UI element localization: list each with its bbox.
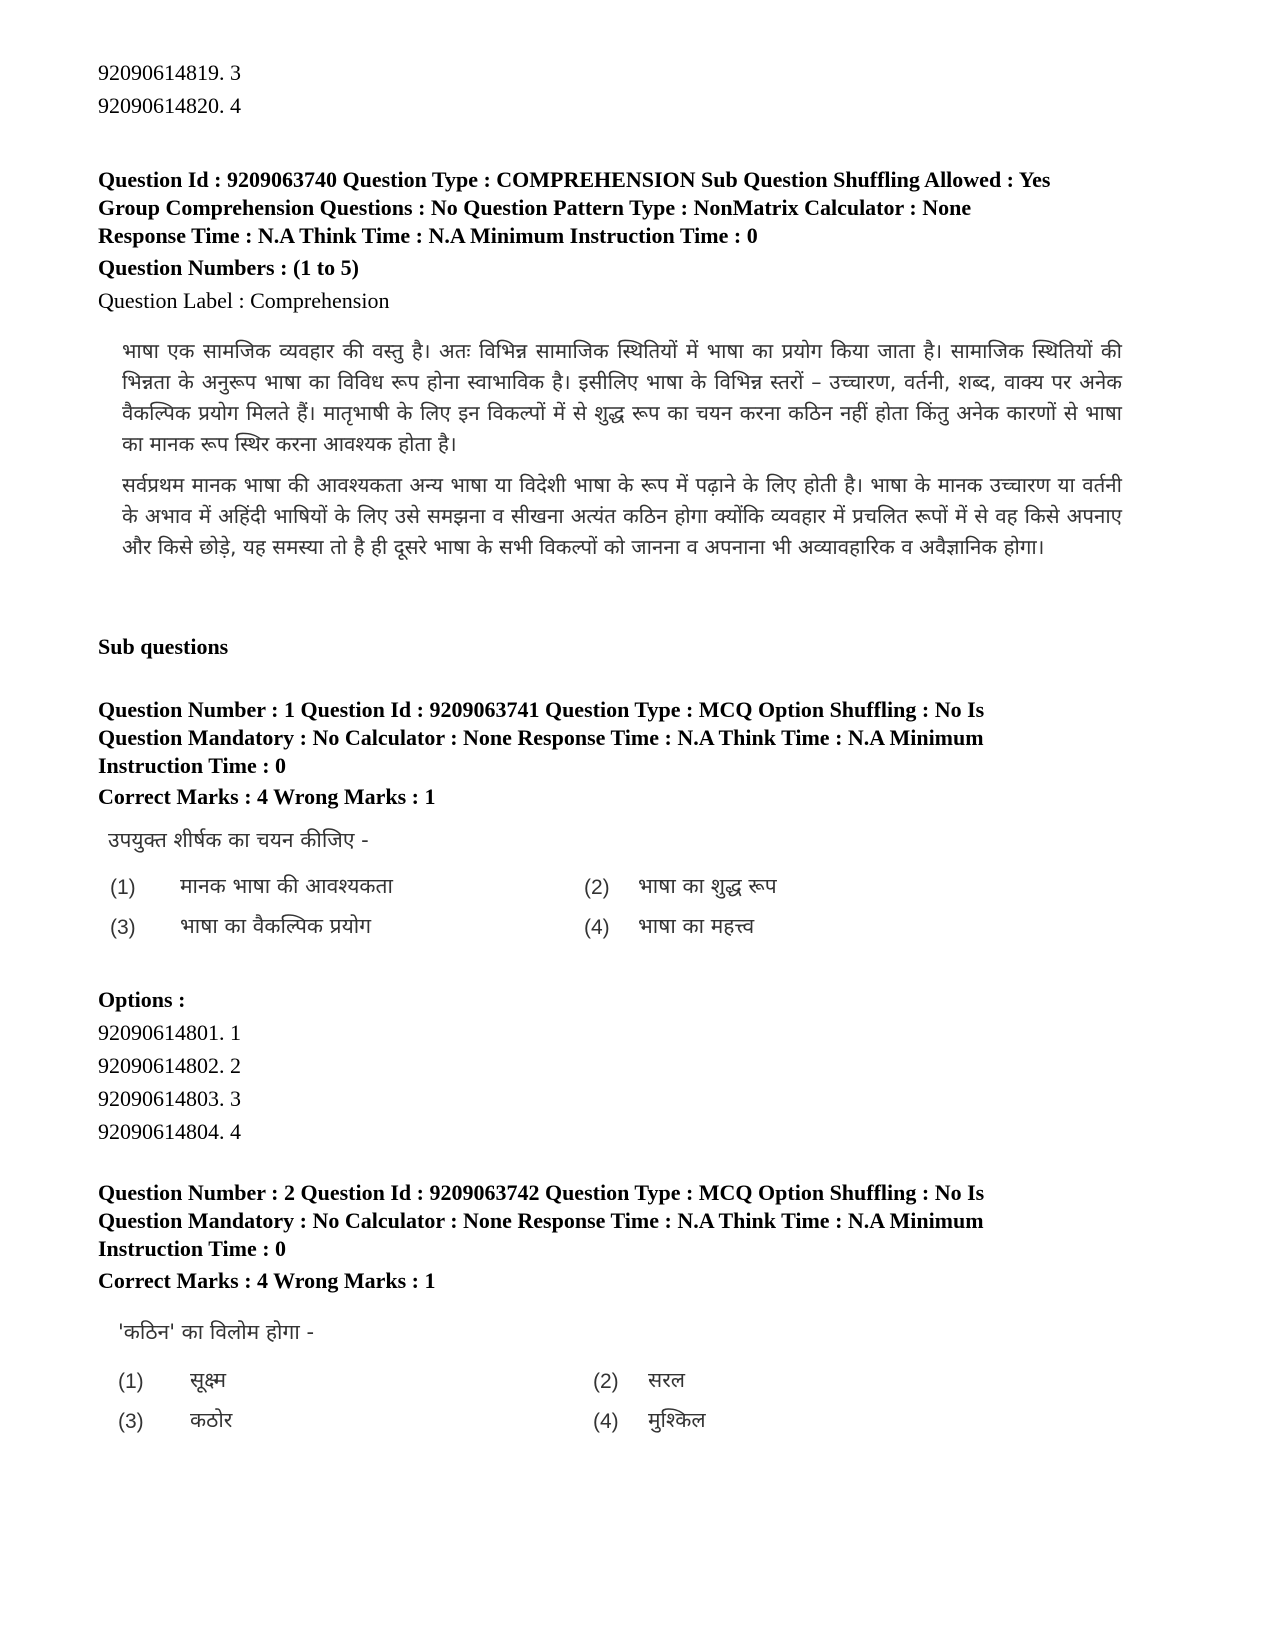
meta-line: Instruction Time : 0	[98, 753, 287, 778]
question-label: Question Label : Comprehension	[98, 288, 390, 313]
q2-choice-2-text: सरल	[648, 1368, 686, 1392]
option-line: 92090614803. 3	[98, 1086, 241, 1111]
meta-line: Response Time : N.A Think Time : N.A Minimum Instruction Time : 0	[98, 223, 758, 248]
option-line: 92090614819. 3	[98, 60, 241, 85]
q2-marks: Correct Marks : 4 Wrong Marks : 1	[98, 1268, 436, 1293]
q1-choice-2-text: भाषा का शुद्ध रूप	[638, 874, 777, 898]
meta-line: Question Number : 1 Question Id : 9209063741 Question Type : MCQ Option Shuffling : No Is	[98, 697, 985, 722]
question-numbers: Question Numbers : (1 to 5)	[98, 255, 359, 280]
q1-question-text: उपयुक्त शीर्षक का चयन कीजिए -	[108, 828, 369, 852]
sub-questions-heading: Sub questions	[98, 634, 229, 659]
q1-options	[98, 1016, 1208, 1148]
q1-choice-3-text: भाषा का वैकल्पिक प्रयोग	[180, 914, 372, 938]
q2-choice-1-number: (1)	[118, 1370, 144, 1393]
option-line: 92090614802. 2	[98, 1053, 241, 1078]
q2-choice-3-number: (3)	[118, 1410, 144, 1433]
q2-choice-3-text: कठोर	[190, 1408, 233, 1432]
option-line: 92090614801. 1	[98, 1020, 241, 1045]
meta-line: Question Number : 2 Question Id : 9209063742 Question Type : MCQ Option Shuffling : No Is	[98, 1180, 985, 1205]
q2-question-text: 'कठिन' का विलोम होगा -	[118, 1320, 315, 1344]
q1-choice-3-number: (3)	[110, 916, 136, 939]
meta-line: Question Mandatory : No Calculator : None Response Time : N.A Think Time : N.A Minimum	[98, 1208, 984, 1233]
q2-choice-4-number: (4)	[593, 1410, 619, 1433]
meta-line: Question Mandatory : No Calculator : None Response Time : N.A Think Time : N.A Minimum	[98, 725, 984, 750]
q1-marks: Correct Marks : 4 Wrong Marks : 1	[98, 784, 436, 809]
option-line: 92090614820. 4	[98, 93, 241, 118]
q1-choice-1-text: मानक भाषा की आवश्यकता	[180, 874, 393, 898]
q1-options-heading: Options :	[98, 987, 186, 1012]
option-line: 92090614804. 4	[98, 1119, 241, 1144]
q1-choice-2-number: (2)	[584, 876, 610, 899]
passage-paragraph-1: भाषा एक सामजिक व्यवहार की वस्तु है। अतः विभिन्न सामाजिक स्थितियों में भाषा का प्रयोग किया जाता है। सामाजिक स्थितियों की भिन्नता के अनुरूप भाषा का विविध रूप होना स्वाभाविक है। इसीलिए भाषा के विभिन्न स्तरों – उच्चारण, वर्तनी, शब्द, वाक्य पर अनेक वैकल्पिक प्रयोग मिलते हैं। मातृभाषी के लिए इन विकल्पों में से शुद्ध रूप का चयन करना कठिन नहीं होता किंतु अनेक कारणों से भाषा का मानक रूप स्थिर करना आवश्यक होता है।	[122, 339, 1122, 456]
q1-choice-1-number: (1)	[110, 876, 136, 899]
passage	[122, 336, 1122, 563]
q1-choice-4-number: (4)	[584, 916, 610, 939]
comprehension-meta	[98, 166, 1208, 250]
meta-line: Question Id : 9209063740 Question Type : COMPREHENSION Sub Question Shuffling Allowed : Yes	[98, 167, 1051, 192]
q2-choice-2-number: (2)	[593, 1370, 619, 1393]
q2-choice-4-text: मुश्किल	[648, 1408, 706, 1432]
q1-choice-4-text: भाषा का महत्त्व	[638, 914, 755, 938]
q1-meta	[98, 696, 1208, 780]
meta-line: Group Comprehension Questions : No Question Pattern Type : NonMatrix Calculator : None	[98, 195, 972, 220]
top-options	[98, 56, 1208, 122]
meta-line: Instruction Time : 0	[98, 1236, 287, 1261]
q2-choice-1-text: सूक्ष्म	[190, 1368, 227, 1392]
q2-meta	[98, 1179, 1208, 1263]
passage-paragraph-2: सर्वप्रथम मानक भाषा की आवश्यकता अन्य भाषा या विदेशी भाषा के रूप में पढ़ाने के लिए होती है। भाषा के मानक उच्चारण या वर्तनी के अभाव में अहिंदी भाषियों के लिए उसे समझना व सीखना अत्यंत कठिन होगा क्योंकि व्यवहार में प्रचलित रूपों में से वह किसे अपनाए और किसे छोड़े, यह समस्या तो है ही दूसरे भाषा के सभी विकल्पों को जानना व अपनाना भी अव्यावहारिक व अवैज्ञानिक होगा।	[122, 473, 1122, 559]
